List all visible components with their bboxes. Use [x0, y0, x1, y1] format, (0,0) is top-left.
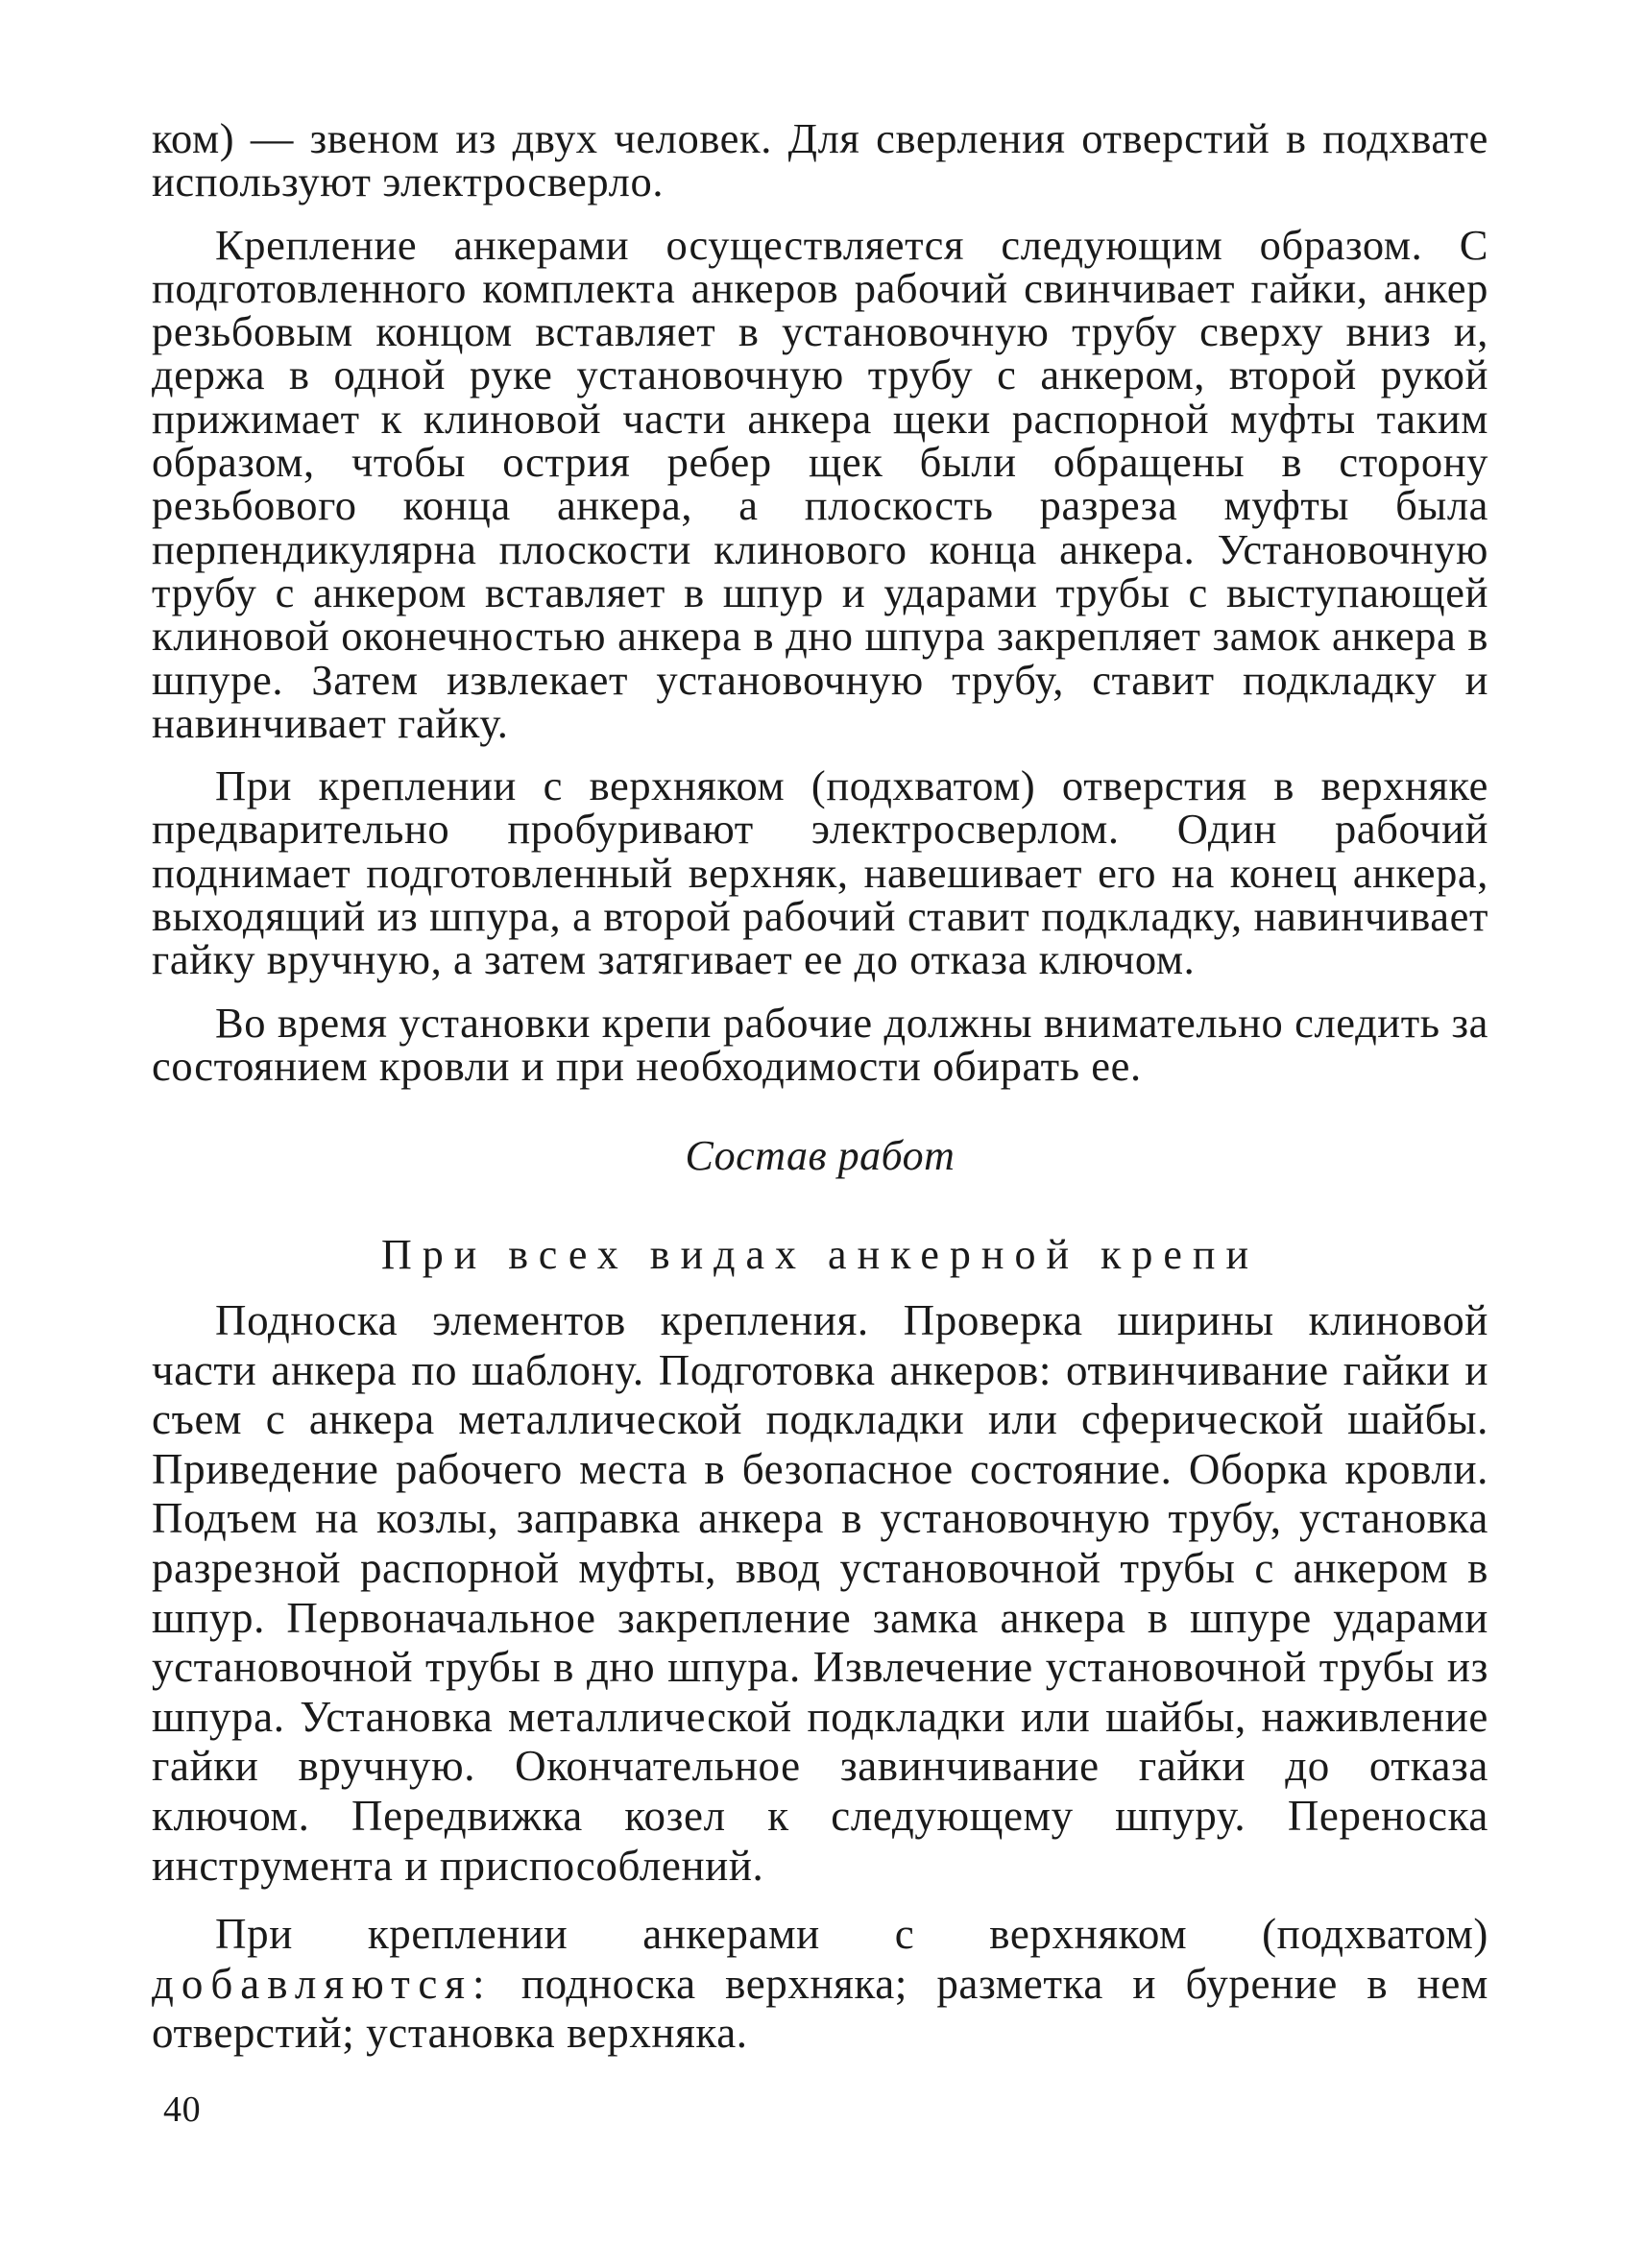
paragraph-top-beam-procedure: При креплении с верхняком (подхватом) отверстия в верхняке предварительно пробуривают электросверлом. Один рабочий поднимает подготовленный верхняк, навешивает его на конец анкера, выходящий из шпура, а второй рабочий ставит подкладку, навинчивает гайку вручную, а затем затягивает ее до отказа ключом.: [152, 761, 1488, 984]
top-text-block: [152, 114, 1488, 1090]
additions-intro: При креплении анкерами с верхняком (подхватом): [215, 1910, 1488, 1959]
paragraph-continuation: ком) — звеном из двух человек. Для сверления отверстий в подхвате используют электросверло.: [152, 114, 1488, 206]
additions-list: подноска верхняка; разметка и бурение в нем отверстий; установка верхняка.: [152, 1959, 1488, 2058]
subsection-title: При всех видах анкерной крепи: [380, 1231, 1260, 1278]
page-number: 40: [163, 2089, 202, 2130]
paragraph-additions: [152, 1910, 1488, 2059]
paragraph-work-composition: Подноска элементов крепления. Проверка ширины клиновой части анкера по шаблону. Подготовка анкеров: отвинчивание гайки и съем с анкера металлической подкладки или сферической шайбы. Приведение рабочего места в безопасное состояние. Оборка кровли. Подъем на козлы, заправка анкера в установочную трубу, установка разрезной распорной муфты, ввод установочной трубы с анкером в шпур. Первоначальное закрепление замка анкера в шпуре ударами установочной трубы в дно шпура. Извлечение установочной трубы из шпура. Установка металлической подкладки или шайбы, наживление гайки вручную. Окончательное завинчивание гайки до отказа ключом. Передвижка козел к следующему шпуру. Переноска инструмента и приспособлений.: [152, 1296, 1488, 1890]
additions-spaced-word: добавляются:: [152, 1959, 493, 2008]
bottom-text-block: [152, 1296, 1488, 2059]
paragraph-anchor-procedure: Крепление анкерами осуществляется следующим образом. С подготовленного комплекта анкеров рабочий свинчивает гайки, анкер резьбовым концом вставляет в установочную трубу сверху вниз и, держа в одной руке установочную трубу с анкером, второй рукой прижимает к клиновой части анкера щеки распорной муфты таким образом, чтобы острия ребер щек были обращены в сторону резьбового конца анкера, а плоскость разреза муфты была перпендикулярна плоскости клинового конца анкера. Установочную трубу с анкером вставляет в шпур и ударами трубы с выступающей клиновой оконечностью анкера в дно шпура закрепляет замок анкера в шпуре. Затем извлекает установочную трубу, ставит подкладку и навинчивает гайку.: [152, 220, 1488, 747]
section-title: Состав работ: [685, 1132, 956, 1179]
paragraph-safety-note: Во время установки крепи рабочие должны внимательно следить за состоянием кровли и при необходимости обирать ее.: [152, 998, 1488, 1090]
